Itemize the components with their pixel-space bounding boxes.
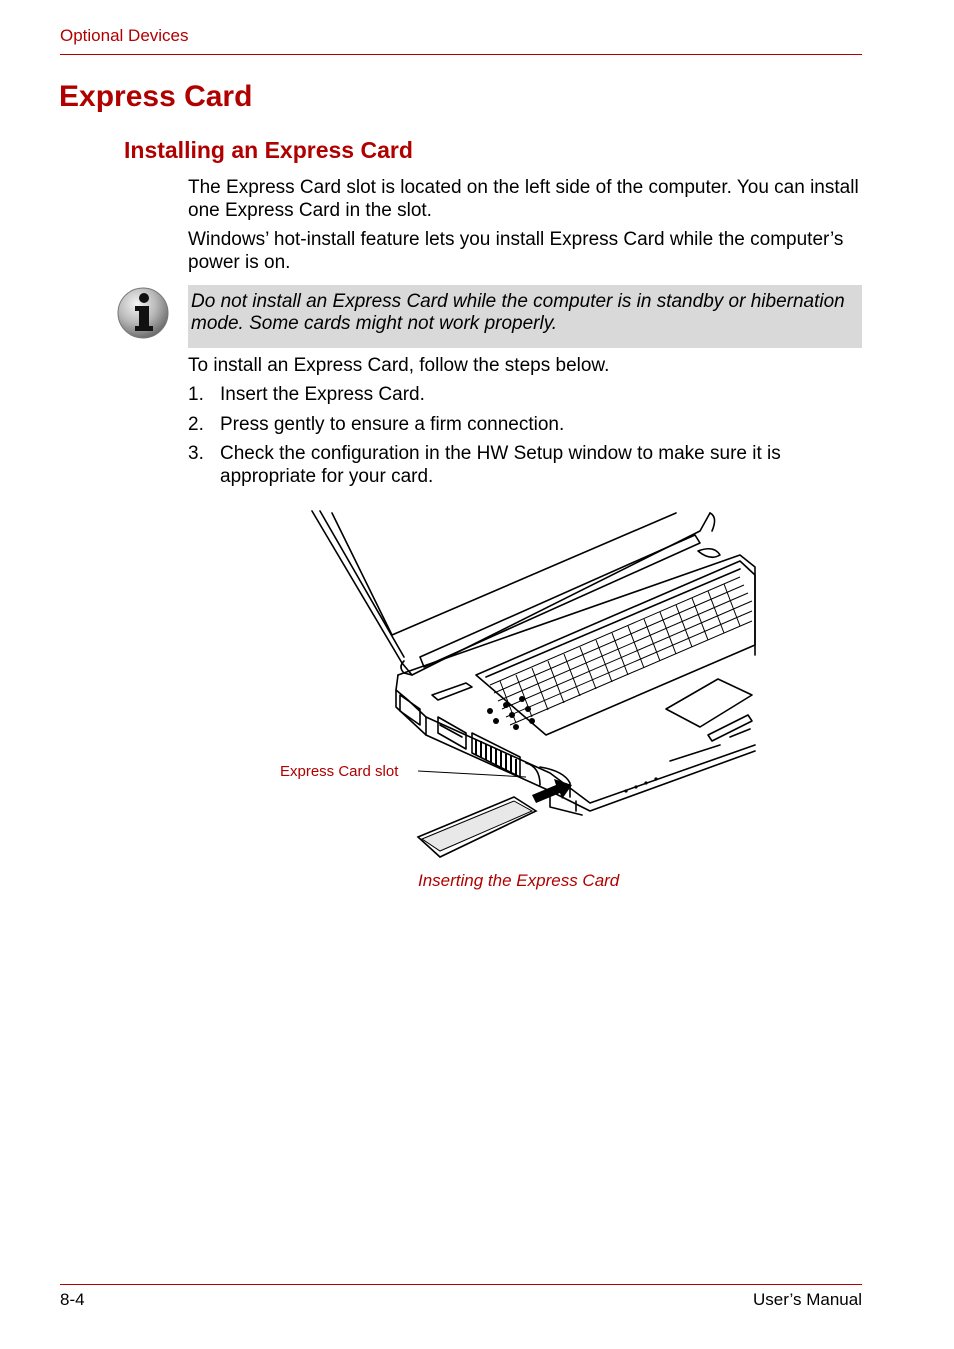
step-text: Press gently to ensure a firm connection. bbox=[220, 414, 565, 435]
header-rule bbox=[60, 54, 862, 55]
step-number: 2. bbox=[188, 414, 204, 435]
laptop-illustration bbox=[300, 505, 760, 865]
step-number: 3. bbox=[188, 443, 204, 464]
note-box bbox=[188, 285, 862, 348]
figure-callout-label: Express Card slot bbox=[280, 763, 399, 780]
page-number: 8-4 bbox=[60, 1290, 85, 1309]
step-text: Check the configuration in the HW Setup window to make sure it is appropriate for your card. bbox=[220, 443, 781, 487]
figure-caption: Inserting the Express Card bbox=[418, 871, 620, 890]
step-number: 1. bbox=[188, 384, 204, 405]
paragraph-slot-location: The Express Card slot is located on the left side of the computer. You can install one Express Card in the slot. bbox=[188, 177, 859, 221]
note-text: Do not install an Express Card while the computer is in standby or hibernation mode. Some cards might not work properly. bbox=[191, 291, 845, 334]
footer-title: User’s Manual bbox=[753, 1290, 862, 1309]
steps-intro: To install an Express Card, follow the steps below. bbox=[188, 355, 610, 376]
paragraph-hot-install: Windows’ hot-install feature lets you install Express Card while the computer’s power is on. bbox=[188, 229, 844, 273]
section-title: Installing an Express Card bbox=[124, 137, 413, 163]
header-section-title: Optional Devices bbox=[60, 26, 189, 45]
footer-rule bbox=[60, 1284, 862, 1285]
page-title: Express Card bbox=[59, 80, 253, 113]
step-text: Insert the Express Card. bbox=[220, 384, 425, 405]
info-icon bbox=[116, 286, 170, 340]
